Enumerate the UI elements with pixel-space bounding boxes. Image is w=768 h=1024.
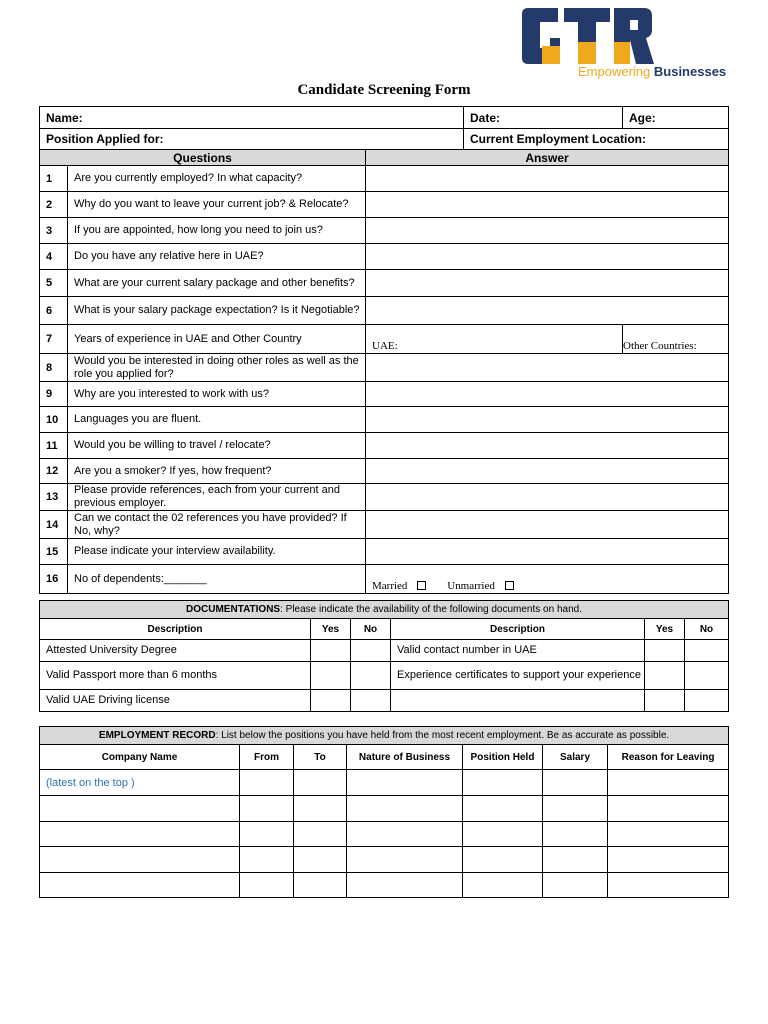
unmarried-label: Unmarried [447, 580, 495, 592]
answer-cell[interactable] [366, 407, 729, 433]
answer-cell[interactable] [366, 297, 729, 325]
documentations-title-bold: DOCUMENTATIONS [186, 604, 281, 615]
col-nature-of-business: Nature of Business [347, 745, 463, 770]
logo-tagline-part2: Businesses [653, 64, 727, 79]
question-text: Why do you want to leave your current job? & Relocate? [68, 192, 366, 218]
question-text: Why are you interested to work with us? [68, 382, 366, 407]
married-label: Married [372, 580, 408, 592]
employment-row [40, 847, 729, 873]
col-salary: Salary [543, 745, 608, 770]
age-field[interactable] [623, 107, 729, 129]
other-countries-answer[interactable] [623, 325, 729, 354]
employment-title-rest: : List below the positions you have held from the most recent employment. Be as accurate as possible. [215, 730, 670, 741]
question-text: Please provide references, each from your current and previous employer. [68, 484, 366, 511]
question-number: 2 [40, 192, 68, 218]
doc-col-yes: Yes [645, 619, 685, 640]
col-to: To [294, 745, 347, 770]
question-text: Are you currently employed? In what capacity? [68, 166, 366, 192]
position-cell[interactable] [463, 770, 543, 796]
employment-row [40, 873, 729, 898]
reason-cell[interactable] [608, 822, 729, 847]
questions-header: Questions [40, 150, 366, 166]
question-text: If you are appointed, how long you need to join us? [68, 218, 366, 244]
question-number: 8 [40, 354, 68, 382]
question-number: 9 [40, 382, 68, 407]
question-text: Do you have any relative here in UAE? [68, 244, 366, 270]
company-name-cell[interactable] [40, 822, 240, 847]
employment-row [40, 822, 729, 847]
question-number: 3 [40, 218, 68, 244]
doc-yes-cell[interactable] [311, 690, 351, 712]
question-number: 7 [40, 325, 68, 354]
answer-cell[interactable] [366, 539, 729, 565]
other-countries-label: Other Countries: [623, 340, 697, 352]
question-number: 14 [40, 511, 68, 539]
doc-col-yes: Yes [311, 619, 351, 640]
salary-cell[interactable] [543, 796, 608, 822]
position-cell[interactable] [463, 847, 543, 873]
question-number: 12 [40, 459, 68, 484]
doc-yes-cell[interactable] [645, 662, 685, 690]
from-cell[interactable] [240, 822, 294, 847]
question-number: 6 [40, 297, 68, 325]
marital-status-answer[interactable] [366, 565, 729, 594]
documentations-title [40, 601, 729, 619]
doc-col-description: Description [40, 619, 311, 640]
answer-cell[interactable] [366, 166, 729, 192]
employment-location-label: Current Employment Location: [470, 132, 647, 146]
nature-cell[interactable] [347, 796, 463, 822]
uae-experience-answer[interactable] [366, 325, 623, 354]
question-number: 10 [40, 407, 68, 433]
question-text: Years of experience in UAE and Other Country [68, 325, 366, 354]
position-cell[interactable] [463, 796, 543, 822]
reason-cell[interactable] [608, 796, 729, 822]
documentations-title-rest: : Please indicate the availability of the following documents on hand. [280, 604, 582, 615]
question-number: 15 [40, 539, 68, 565]
to-cell[interactable] [294, 796, 347, 822]
question-text: Would you be interested in doing other roles as well as the role you applied for? [68, 354, 366, 382]
company-logo [518, 6, 728, 82]
documentations-table [39, 600, 729, 712]
doc-item: Attested University Degree [40, 640, 311, 662]
answer-cell[interactable] [366, 192, 729, 218]
position-cell[interactable] [463, 822, 543, 847]
answer-cell[interactable] [366, 218, 729, 244]
doc-col-no: No [685, 619, 729, 640]
nature-cell[interactable] [347, 873, 463, 898]
doc-item: Valid UAE Driving license [40, 690, 311, 712]
company-name-cell[interactable] [40, 796, 240, 822]
question-text: What are your current salary package and other benefits? [68, 270, 366, 297]
doc-item: Valid contact number in UAE [391, 640, 645, 662]
reason-cell[interactable] [608, 770, 729, 796]
doc-item: Valid Passport more than 6 months [40, 662, 311, 690]
answer-cell[interactable] [366, 459, 729, 484]
uae-label: UAE: [372, 340, 398, 352]
col-company-name: Company Name [40, 745, 240, 770]
position-applied-label: Position Applied for: [46, 132, 164, 146]
unmarried-checkbox[interactable] [505, 581, 514, 590]
question-number: 1 [40, 166, 68, 192]
from-cell[interactable] [240, 770, 294, 796]
company-name-cell[interactable] [40, 873, 240, 898]
answer-cell[interactable] [366, 270, 729, 297]
employment-title-bold: EMPLOYMENT RECORD [98, 730, 216, 741]
date-field[interactable] [464, 107, 623, 129]
doc-item: Experience certificates to support your experience [391, 662, 645, 690]
age-label: Age: [629, 110, 656, 125]
to-cell[interactable] [294, 873, 347, 898]
reason-cell[interactable] [608, 873, 729, 898]
logo-tagline [578, 64, 726, 79]
doc-yes-cell[interactable] [311, 662, 351, 690]
question-number: 4 [40, 244, 68, 270]
salary-cell[interactable] [543, 847, 608, 873]
answer-cell[interactable] [366, 484, 729, 511]
employment-record-table [39, 726, 729, 898]
question-number: 16 [40, 565, 68, 594]
employment-row [40, 796, 729, 822]
to-cell[interactable] [294, 847, 347, 873]
answer-cell[interactable] [366, 354, 729, 382]
answer-cell[interactable] [366, 433, 729, 459]
col-position-held: Position Held [463, 745, 543, 770]
form-title: Candidate Screening Form [297, 82, 471, 98]
col-from: From [240, 745, 294, 770]
employment-title [40, 727, 729, 745]
employment-row [40, 770, 729, 796]
doc-no-cell[interactable] [351, 690, 391, 712]
nature-cell[interactable] [347, 770, 463, 796]
position-cell[interactable] [463, 873, 543, 898]
answer-cell[interactable] [366, 382, 729, 407]
employment-location-field[interactable] [464, 129, 729, 150]
question-text: Languages you are fluent. [68, 407, 366, 433]
company-name-cell[interactable] [40, 847, 240, 873]
position-applied-field[interactable] [40, 129, 464, 150]
married-checkbox[interactable] [417, 581, 426, 590]
doc-no-cell[interactable] [351, 640, 391, 662]
nature-cell[interactable] [347, 847, 463, 873]
doc-no-cell[interactable] [351, 662, 391, 690]
name-field[interactable] [40, 107, 464, 129]
company-name-cell[interactable]: (latest on the top ) [40, 770, 240, 796]
from-cell[interactable] [240, 847, 294, 873]
logo-tagline-part1: Empowering [578, 64, 651, 79]
doc-yes-cell[interactable] [645, 640, 685, 662]
salary-cell[interactable] [543, 873, 608, 898]
question-text: What is your salary package expectation? Is it Negotiable? [68, 297, 366, 325]
doc-yes-cell[interactable] [311, 640, 351, 662]
answer-cell[interactable] [366, 511, 729, 539]
doc-col-description: Description [391, 619, 645, 640]
doc-no-cell[interactable] [685, 640, 729, 662]
question-text: Would you be willing to travel / relocate? [68, 433, 366, 459]
question-number: 13 [40, 484, 68, 511]
date-label: Date: [470, 110, 501, 125]
from-cell[interactable] [240, 796, 294, 822]
answer-header: Answer [366, 150, 729, 166]
doc-item [391, 690, 645, 712]
answer-cell[interactable] [366, 244, 729, 270]
to-cell[interactable] [294, 770, 347, 796]
from-cell[interactable] [240, 873, 294, 898]
reason-cell[interactable] [608, 847, 729, 873]
question-text: Are you a smoker? If yes, how frequent? [68, 459, 366, 484]
name-label: Name: [46, 110, 83, 125]
screening-table [39, 106, 729, 594]
doc-col-no: No [351, 619, 391, 640]
question-text: Please indicate your interview availability. [68, 539, 366, 565]
doc-no-cell[interactable] [685, 690, 729, 712]
doc-no-cell[interactable] [685, 662, 729, 690]
col-reason-for-leaving: Reason for Leaving [608, 745, 729, 770]
logo-mark [518, 6, 658, 66]
question-text: Can we contact the 02 references you have provided? If No, why? [68, 511, 366, 539]
question-text: No of dependents:_______ [68, 565, 366, 594]
salary-cell[interactable] [543, 770, 608, 796]
question-number: 5 [40, 270, 68, 297]
question-number: 11 [40, 433, 68, 459]
salary-cell[interactable] [543, 822, 608, 847]
doc-yes-cell[interactable] [645, 690, 685, 712]
nature-cell[interactable] [347, 822, 463, 847]
to-cell[interactable] [294, 822, 347, 847]
